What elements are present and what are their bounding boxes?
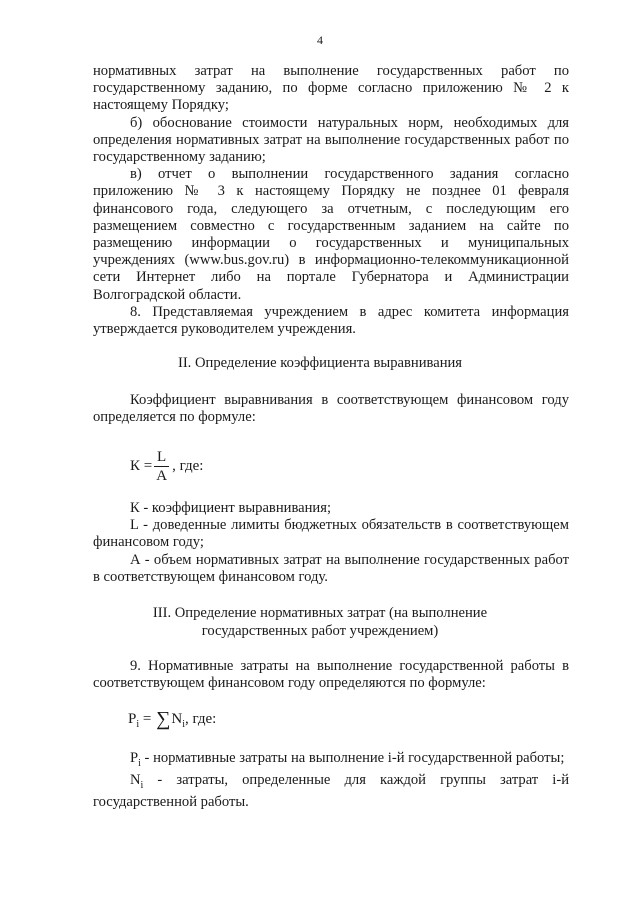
paragraph-item-v: в) отчет о выполнении государственного задания согласно приложению № 3 к настоящему Порядку не позднее 01 февраля финансового года, следующего за отчетным, с последующим его размещением совместно с государственным заданием на сайте по размещению информации о государственных и муниципальных учреждениях (www.bus.gov.ru) в информационно-телекоммуникационной сети Интернет либо на портале Губернатора и Администрации Волгоградской области.	[93, 166, 569, 303]
paragraph-item-b: б) обоснование стоимости натуральных норм, необходимых для определения нормативных затрат на выполнение государственных работ по государственному заданию;	[93, 114, 569, 166]
formula-p	[128, 708, 216, 731]
formula-n-sub: i	[182, 719, 185, 730]
formula-p-eq: =	[142, 711, 152, 727]
definition-k: К - коэффициент выравнивания;	[130, 500, 332, 516]
definition-n-sub: i	[140, 780, 144, 792]
paragraph-item-8: 8. Представляемая учреждением в адрес комитета информация утверждается руководителем учреждения.	[93, 303, 569, 338]
formula-denominator: А	[156, 468, 168, 484]
definition-n-text: - затраты, определенные для каждой группы затрат i-й государственной работы.	[93, 772, 569, 811]
formula-k-lhs: К =	[130, 457, 153, 474]
section2-intro-block	[93, 392, 569, 426]
sum-icon: ∑	[156, 708, 171, 730]
formula-p-suffix: , где:	[184, 711, 217, 727]
definition-a: А - объем нормативных затрат на выполнение государственных работ в соответствующем финансовом году.	[93, 551, 569, 585]
section-heading-3-line2: государственных работ учреждением)	[201, 623, 439, 639]
formula-numerator: L	[154, 448, 169, 467]
section3-intro-block	[93, 658, 569, 692]
definition-p-text: - нормативные затраты на выполнение i-й государственной работы;	[140, 750, 565, 766]
formula-n-symbol: N	[171, 711, 183, 727]
section2-intro: Коэффициент выравнивания в соответствующем финансовом году определяется по формуле:	[93, 392, 569, 426]
section3-definitions	[93, 750, 569, 811]
section-heading-3	[60, 604, 580, 640]
definition-p	[93, 750, 569, 772]
definition-n	[93, 772, 569, 811]
section-heading-2: II. Определение коэффициента выравнивания	[177, 355, 463, 371]
section3-intro: 9. Нормативные затраты на выполнение государственной работы в соответствующем финансовом году определяются по формуле:	[93, 658, 569, 692]
definition-p-symbol: P	[130, 750, 139, 766]
definition-n-symbol: N	[130, 772, 141, 789]
paragraph-continuation: нормативных затрат на выполнение государственных работ по государственному заданию, по форме согласно приложению № 2 к настоящему Порядку;	[93, 63, 569, 114]
formula-p-symbol: P	[128, 711, 137, 727]
definition-l: L - доведенные лимиты бюджетных обязательств в соответствующем финансовом году;	[93, 517, 569, 551]
section2-definitions	[93, 500, 569, 586]
formula-p-sub: i	[136, 719, 140, 730]
page-number: 4	[317, 33, 323, 47]
formula-k-suffix: , где:	[172, 457, 204, 474]
section-heading-3-line1: III. Определение нормативных затрат (на выполнение	[152, 605, 488, 621]
body-block-1	[93, 63, 569, 338]
definition-p-sub: i	[138, 757, 141, 769]
formula-k	[130, 448, 203, 485]
formula-fraction	[154, 448, 169, 485]
